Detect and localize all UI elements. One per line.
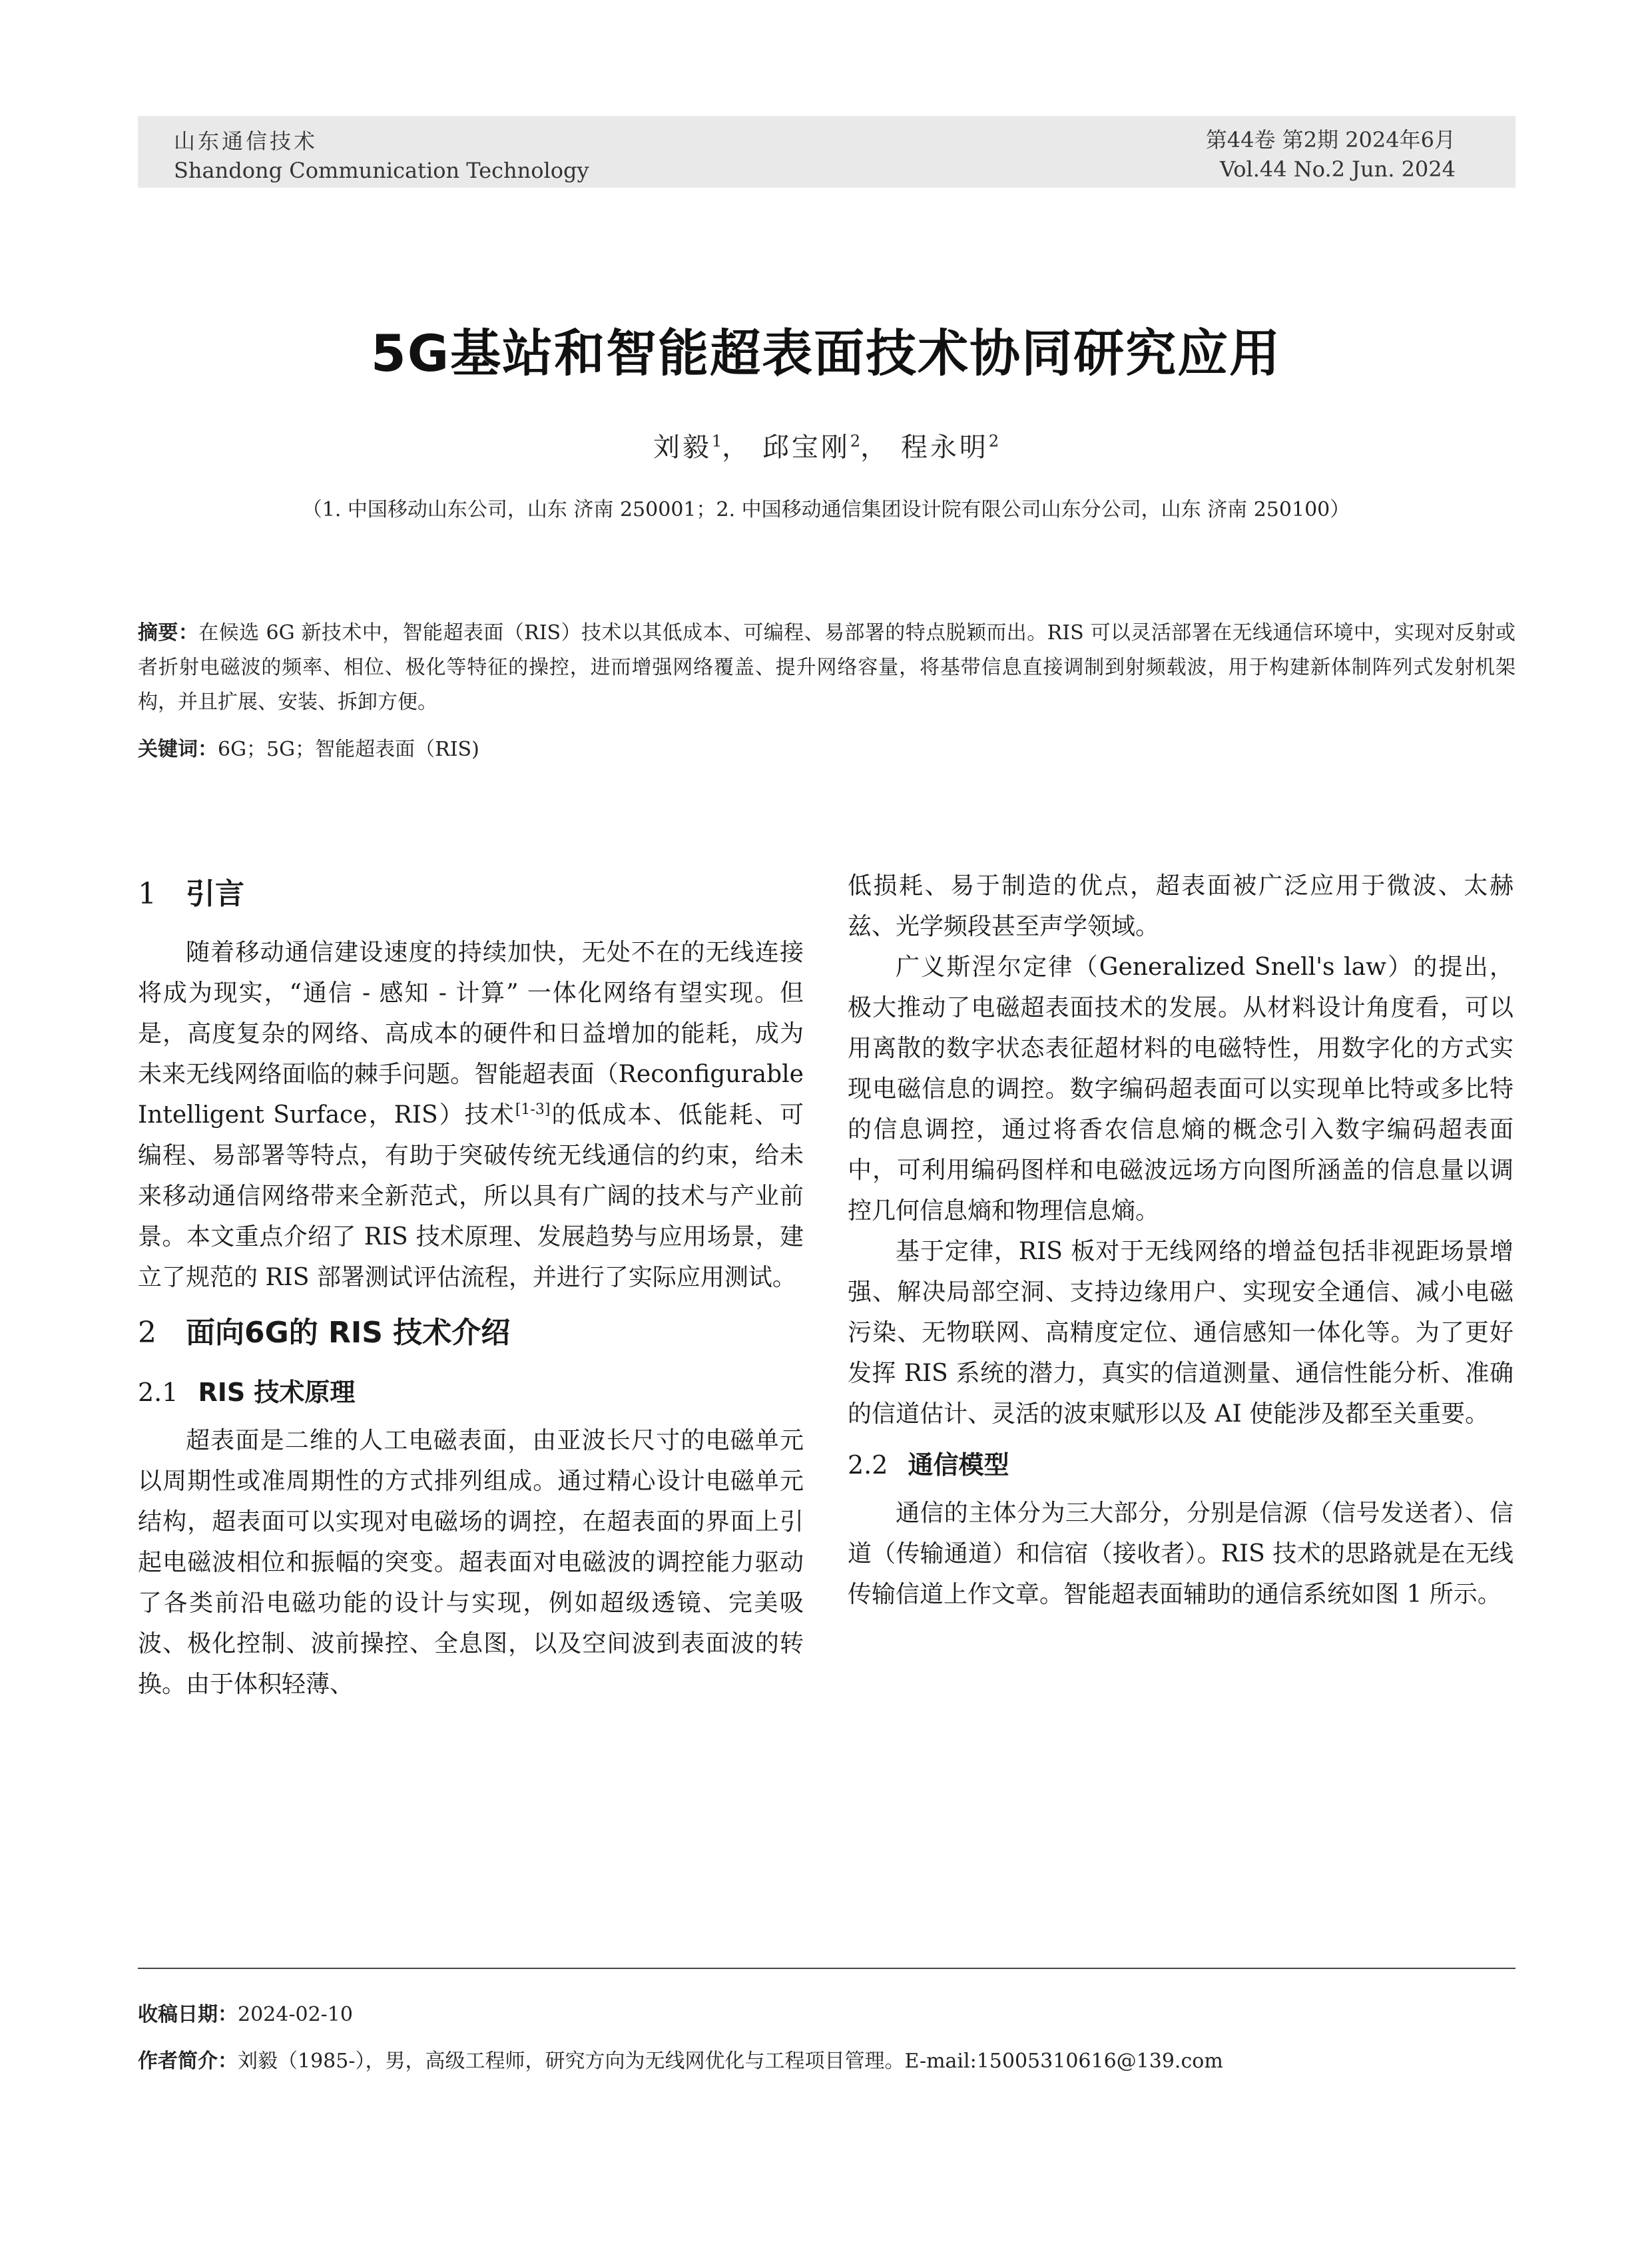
- journal-header: [138, 116, 1515, 188]
- section-heading: [138, 1310, 804, 1356]
- journal-name-cn: 山东通信技术: [174, 129, 318, 154]
- affiliation: （1. 中国移动山东公司，山东 济南 250001；2. 中国移动通信集团设计院有限公司山东分公司，山东 济南 250100）: [302, 498, 1350, 521]
- section-number: 2: [138, 1316, 156, 1350]
- section-heading: [138, 871, 804, 918]
- paper-title: 5G基站和智能超表面技术协同研究应用: [370, 324, 1282, 383]
- paragraph: 超表面是二维的人工电磁表面，由亚波长尺寸的电磁单元以周期性或准周期性的方式排列组成。通过精心设计电磁单元结构，超表面可以实现对电磁场的调控，在超表面的界面上引起电磁波相位和振幅的突变。超表面对电磁波的调控能力驱动了各类前沿电磁功能的设计与实现，例如超级透镜、完美吸波、极化控制、波前操控、全息图，以及空间波到表面波的转换。由于体积轻薄、: [138, 1427, 804, 1698]
- abstract: [138, 616, 1515, 720]
- author-name: 刘毅: [653, 432, 712, 463]
- abstract-text: 在候选 6G 新技术中，智能超表面（RIS）技术以其低成本、可编程、易部署的特点脱颖而出。RIS 可以灵活部署在无线通信环境中，实现对反射或者折射电磁波的频率、相位、极化等特征的操控，进而增强网络覆盖、提升网络容量，将基带信息直接调制到射频载波，用于构建新体制阵列式发射机架构，并且扩展、安装、拆卸方便。: [138, 621, 1516, 714]
- author-affil-mark: 1: [711, 431, 722, 451]
- keywords: [138, 732, 1515, 767]
- journal-issue-block: [1206, 125, 1456, 184]
- section-title: 引言: [186, 877, 244, 911]
- journal-issue-cn: 第44卷 第2期 2024年6月: [1205, 127, 1456, 152]
- received-label: 收稿日期：: [138, 2003, 238, 2026]
- keywords-text: 6G；5G；智能超表面（RIS): [218, 738, 479, 761]
- paragraph: 通信的主体分为三大部分，分别是信源（信号发送者）、信道（传输通道）和信宿（接收者）。RIS 技术的思路就是在无线传输信道上作文章。智能超表面辅助的通信系统如图 1 所示。: [848, 1500, 1514, 1608]
- footnote-divider: [138, 1968, 1515, 1969]
- paragraph: 广义斯涅尔定律（Generalized Snell's law）的提出，极大推动了电磁超表面技术的发展。从材料设计角度看，可以用离散的数字状态表征超材料的电磁特性，用数字化的方式实现电磁信息的调控。数字编码超表面可以实现单比特或多比特的信息调控，通过将香农信息熵的概念引入数字编码超表面中，可利用编码图样和电磁波远场方向图所涵盖的信息量以调控几何信息熵和物理信息熵。: [848, 954, 1514, 1225]
- keywords-label: 关键词：: [138, 738, 218, 761]
- paragraph-text: 随着移动通信建设速度的持续加快，无处不在的无线连接将成为现实，“通信 - 感知 - 计算” 一体化网络有望实现。但是，高度复杂的网络、高成本的硬件和日益增加的能耗，成为未来无线网络面临的棘手问题。智能超表面（Reconfigurable Intelligent Surface，RIS）技术: [138, 939, 804, 1129]
- abstract-label: 摘要：: [138, 621, 199, 645]
- journal-name-en: Shandong Communication Technology: [174, 158, 589, 183]
- section-number: 1: [138, 877, 156, 911]
- author-affil-mark: 2: [850, 431, 861, 451]
- left-column: [138, 866, 804, 1705]
- author-name: 邱宝刚: [762, 432, 850, 463]
- paragraph-continued: 低损耗、易于制造的优点，超表面被广泛应用于微波、太赫兹、光学频段甚至声学领域。: [848, 872, 1514, 940]
- subsection-number: 2.2: [848, 1450, 888, 1480]
- author-affil-mark: 2: [988, 431, 999, 451]
- citation: [1-3]: [515, 1101, 551, 1118]
- received-date: [138, 1998, 1515, 2027]
- paragraph: 基于定律，RIS 板对于无线网络的增益包括非视距场景增强、解决局部空洞、支持边缘用户、实现安全通信、减小电磁污染、无物联网、高精度定位、通信感知一体化等。为了更好发挥 RIS 系统的潜力，真实的信道测量、通信性能分析、准确的信道估计、灵活的波束赋形以及 AI 使能涉及都至关重要。: [848, 1238, 1514, 1428]
- subsection-title: 通信模型: [908, 1450, 1009, 1480]
- section-title: 面向6G的 RIS 技术介绍: [186, 1316, 511, 1350]
- subsection-heading: [848, 1444, 1514, 1486]
- received-value: 2024-02-10: [238, 2003, 353, 2026]
- right-column: [848, 866, 1514, 1615]
- author-name: 程永明: [900, 432, 989, 463]
- author-bio: [138, 2044, 1515, 2074]
- author-list: 刘毅$^1$， 邱宝刚$^2$， 程永明$^2$: [653, 431, 999, 463]
- subsection-title: RIS 技术原理: [198, 1378, 356, 1407]
- journal-name-block: [174, 127, 589, 185]
- author-bio-label: 作者简介：: [138, 2050, 238, 2073]
- paragraph-text: 的低成本、低能耗、可编程、易部署等特点，有助于突破传统无线通信的约束，给未来移动通信网络带来全新范式，所以具有广阔的技术与产业前景。本文重点介绍了 RIS 技术原理、发展趋势与应用场景，建立了规范的 RIS 部署测试评估流程，并进行了实际应用测试。: [138, 1101, 804, 1291]
- author-bio-text: 刘毅（1985-），男，高级工程师，研究方向为无线网优化与工程项目管理。E-mail:15005310616@139.com: [238, 2050, 1223, 2073]
- subsection-number: 2.1: [138, 1378, 178, 1407]
- journal-issue-en: Vol.44 No.2 Jun. 2024: [1220, 156, 1456, 182]
- subsection-heading: [138, 1371, 804, 1414]
- paragraph: [138, 932, 804, 1298]
